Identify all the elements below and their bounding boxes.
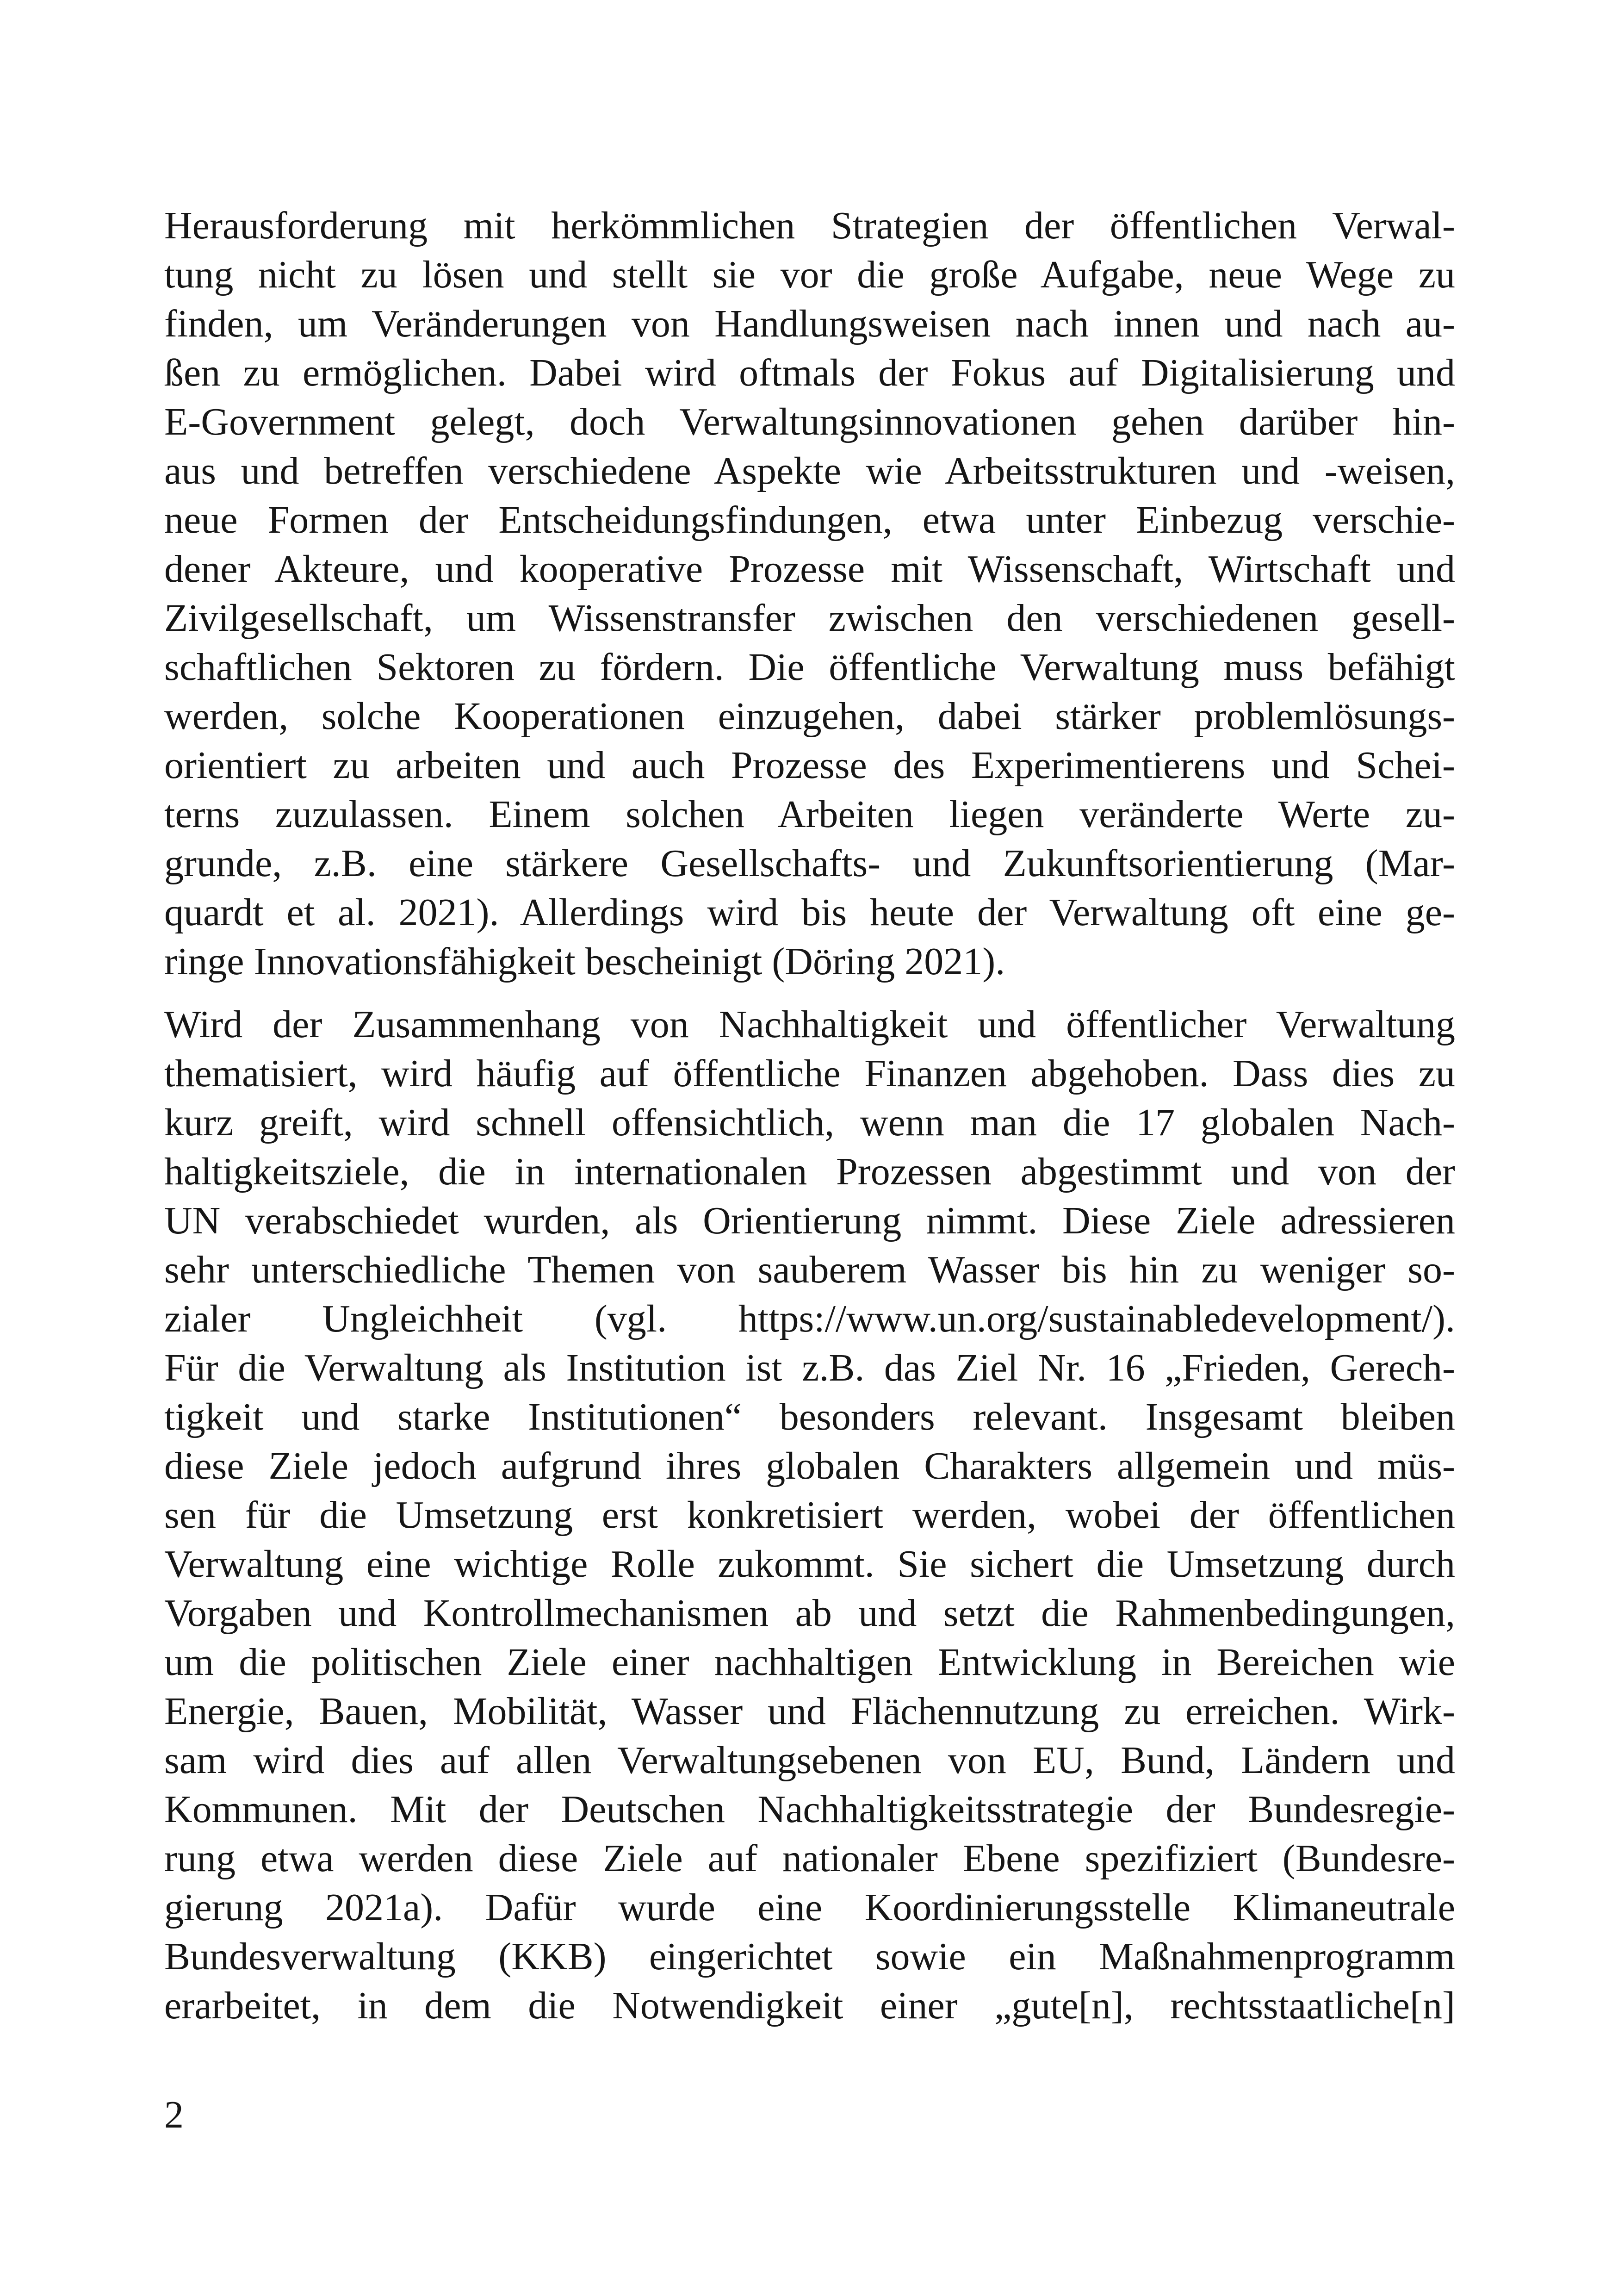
- page-number: 2: [164, 2093, 184, 2136]
- text-line: gierung 2021a). Dafür wurde eine Koordinierungsstelle Klimaneutrale: [164, 1886, 1455, 1929]
- text-line: UN verabschiedet wurden, als Orientierung nimmt. Diese Ziele adressieren: [164, 1199, 1455, 1242]
- text-line: erarbeitet, in dem die Notwendigkeit einer „gute[n], rechtsstaatliche[n]: [164, 1984, 1455, 2027]
- text-line: Zivilgesellschaft, um Wissenstransfer zwischen den verschiedenen gesell-: [164, 597, 1455, 640]
- text-line: zialer Ungleichheit (vgl. https://www.un.org/sustainabledevelopment/).: [164, 1297, 1455, 1340]
- text-line: werden, solche Kooperationen einzugehen, dabei stärker problemlösungs-: [164, 695, 1455, 738]
- text-line: Energie, Bauen, Mobilität, Wasser und Flächennutzung zu erreichen. Wirk-: [164, 1690, 1455, 1733]
- text-line: Bundesverwaltung (KKB) eingerichtet sowie ein Maßnahmenprogramm: [164, 1935, 1455, 1978]
- text-line: grunde, z.B. eine stärkere Gesellschafts- und Zukunftsorientierung (Mar-: [164, 842, 1455, 885]
- text-line: orientiert zu arbeiten und auch Prozesse des Experimentierens und Schei-: [164, 744, 1455, 787]
- text-line: quardt et al. 2021). Allerdings wird bis heute der Verwaltung oft eine ge-: [164, 891, 1455, 934]
- text-line: diese Ziele jedoch aufgrund ihres globalen Charakters allgemein und müs-: [164, 1444, 1455, 1487]
- text-line: finden, um Veränderungen von Handlungsweisen nach innen und nach au-: [164, 302, 1455, 345]
- text-line: tigkeit und starke Institutionen“ besonders relevant. Insgesamt bleiben: [164, 1395, 1455, 1438]
- text-line: ßen zu ermöglichen. Dabei wird oftmals der Fokus auf Digitalisierung und: [164, 351, 1455, 394]
- text-line: sehr unterschiedliche Themen von sauberem Wasser bis hin zu weniger so-: [164, 1248, 1455, 1291]
- paragraph-2: [164, 1000, 1455, 2030]
- text-line: kurz greift, wird schnell offensichtlich, wenn man die 17 globalen Nach-: [164, 1101, 1455, 1144]
- text-line: sam wird dies auf allen Verwaltungsebenen von EU, Bund, Ländern und: [164, 1739, 1455, 1782]
- text-line: terns zuzulassen. Einem solchen Arbeiten liegen veränderte Werte zu-: [164, 793, 1455, 836]
- text-line: sen für die Umsetzung erst konkretisiert werden, wobei der öffentlichen: [164, 1493, 1455, 1537]
- text-line: dener Akteure, und kooperative Prozesse mit Wissenschaft, Wirtschaft und: [164, 548, 1455, 591]
- text-line: thematisiert, wird häufig auf öffentliche Finanzen abgehoben. Dass dies zu: [164, 1052, 1455, 1095]
- text-line: ringe Innovationsfähigkeit bescheinigt (Döring 2021).: [164, 940, 1005, 983]
- text-line: Kommunen. Mit der Deutschen Nachhaltigkeitsstrategie der Bundesregie-: [164, 1788, 1455, 1831]
- text-line: haltigkeitsziele, die in internationalen Prozessen abgestimmt und von der: [164, 1150, 1455, 1193]
- paragraph-1: [164, 201, 1455, 986]
- text-line: neue Formen der Entscheidungsfindungen, etwa unter Einbezug verschie-: [164, 498, 1455, 541]
- text-line: Verwaltung eine wichtige Rolle zukommt. Sie sichert die Umsetzung durch: [164, 1543, 1455, 1586]
- text-line: tung nicht zu lösen und stellt sie vor die große Aufgabe, neue Wege zu: [164, 253, 1455, 296]
- body-text: [164, 201, 1455, 2030]
- text-line: um die politischen Ziele einer nachhaltigen Entwicklung in Bereichen wie: [164, 1641, 1455, 1684]
- text-line: aus und betreffen verschiedene Aspekte wie Arbeitsstrukturen und -weisen,: [164, 449, 1455, 492]
- text-line: schaftlichen Sektoren zu fördern. Die öffentliche Verwaltung muss befähigt: [164, 646, 1455, 689]
- text-line: E-Government gelegt, doch Verwaltungsinnovationen gehen darüber hin-: [164, 400, 1455, 443]
- text-line: rung etwa werden diese Ziele auf nationaler Ebene spezifiziert (Bundesre-: [164, 1837, 1455, 1880]
- text-line: Herausforderung mit herkömmlichen Strategien der öffentlichen Verwal-: [164, 204, 1455, 247]
- text-line: Vorgaben und Kontrollmechanismen ab und setzt die Rahmenbedingungen,: [164, 1592, 1455, 1635]
- text-line: Für die Verwaltung als Institution ist z.B. das Ziel Nr. 16 „Frieden, Gerech-: [164, 1346, 1455, 1389]
- text-line: Wird der Zusammenhang von Nachhaltigkeit und öffentlicher Verwaltung: [164, 1003, 1455, 1046]
